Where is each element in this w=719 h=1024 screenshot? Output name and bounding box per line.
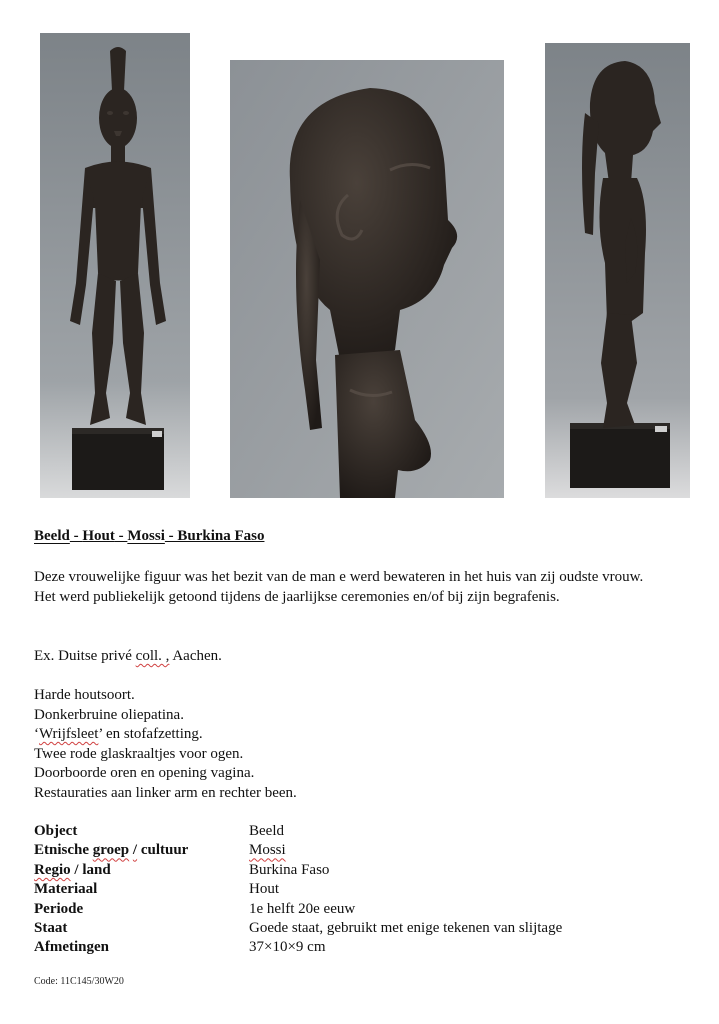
feature-line: Restauraties aan linker arm en rechter been. (34, 784, 297, 801)
spec-label: Regio / land (34, 861, 111, 878)
spec-value: Goede staat, gebruikt met enige tekenen van slijtage (249, 920, 563, 937)
spec-label: Materiaal (34, 881, 98, 898)
spec-row (34, 861, 562, 880)
title-beeld: Beeld (34, 528, 70, 544)
provenance (34, 647, 684, 667)
spec-label: Periode (34, 900, 84, 917)
feature-line: Twee rode glaskraaltjes voor ogen. (34, 745, 244, 762)
spec-label: Etnische groep / cultuur (34, 842, 189, 859)
title-hout: Hout (82, 528, 115, 544)
feature-line: Harde houtsoort. (34, 687, 135, 703)
spec-row (34, 938, 562, 957)
title-sep: - (114, 528, 128, 544)
feature-line: ‘Wrijfsleet’ en stofafzetting. (34, 726, 203, 742)
photo-head-detail (230, 60, 504, 498)
feature-word-wrijfsleet: Wrijfsleet (39, 726, 99, 742)
spec-label: Object (34, 823, 78, 839)
feature-list (34, 686, 684, 803)
title-mossi: Mossi (127, 528, 165, 544)
spec-label: Afmetingen (34, 939, 109, 956)
spec-row (34, 841, 562, 860)
photo-side-view (545, 43, 690, 498)
feature-line: Donkerbruine oliepatina. (34, 706, 184, 723)
provenance-coll: coll. , (135, 648, 170, 664)
title-sep: - (69, 528, 83, 544)
spec-value: Mossi (249, 842, 286, 859)
item-code: Code: 11C145/30W20 (34, 976, 124, 987)
spec-row (34, 919, 562, 938)
spec-value: Hout (249, 881, 279, 898)
spec-value: Burkina Faso (249, 861, 330, 878)
provenance-post: Aachen. (169, 648, 222, 664)
spec-value: 37×10×9 cm (249, 939, 326, 956)
title-rest: - Burkina Faso (164, 528, 265, 544)
description (34, 568, 684, 607)
description-line: Het werd publiekelijk getoond tijdens de jaarlijkse ceremonies en/of bij zijn begrafenis. (34, 588, 560, 605)
feature-line: Doorboorde oren en opening vagina. (34, 765, 255, 781)
specs-table (34, 822, 562, 958)
spec-value: Beeld (249, 823, 284, 839)
spec-label: Staat (34, 920, 68, 937)
spec-row (34, 880, 562, 899)
spec-row (34, 900, 562, 919)
item-title (34, 528, 264, 545)
provenance-pre: Ex. Duitse privé (34, 648, 136, 664)
spec-value: 1e helft 20e eeuw (249, 900, 356, 917)
description-line: Deze vrouwelijke figuur was het bezit van de man e werd bewateren in het huis van zij oudste vrouw. (34, 569, 644, 585)
photo-front-view (40, 33, 190, 498)
spec-row (34, 822, 562, 841)
